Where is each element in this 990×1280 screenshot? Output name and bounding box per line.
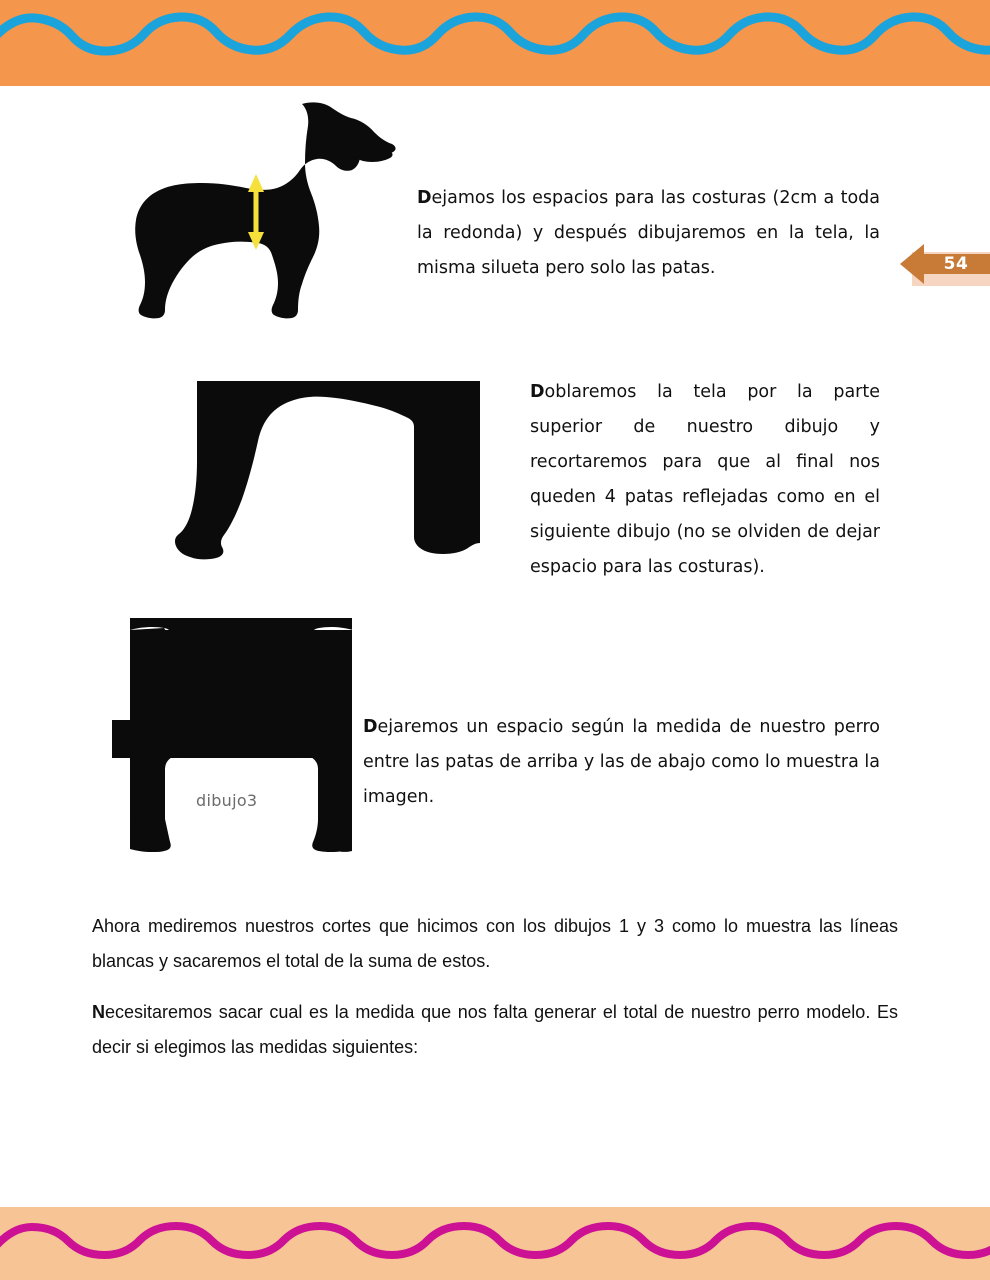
paragraph-3-lead-letter: D	[363, 716, 378, 737]
figure-caption-dibujo3: dibujo3	[196, 791, 258, 810]
paragraph-1-lead-letter: D	[417, 187, 432, 208]
paragraph-2-text: oblaremos la tela por la parte superior de nuestro dibujo y recortaremos para que al final nos queden 4 patas reflejadas como en el siguiente dibujo (no se olviden de dejar espacio para las costuras).	[530, 381, 880, 577]
paragraph-4-text: Ahora mediremos nuestros cortes que hicimos con los dibujos 1 y 3 como lo muestra las líneas blancas y sacaremos el total de la suma de estos.	[92, 916, 898, 971]
paragraph-1-text: ejamos los espacios para las costuras (2cm a toda la redonda) y después dibujaremos en la tela, la misma silueta pero solo las patas.	[417, 187, 880, 278]
paragraph-missing-measure	[92, 995, 898, 1065]
paragraph-5-text: ecesitaremos sacar cual es la medida que nos falta generar el total de nuestro perro modelo. Es decir si elegimos las medidas siguientes:	[92, 1002, 898, 1057]
paragraph-fold-fabric	[530, 375, 880, 585]
header-decorative-band	[0, 0, 990, 86]
paragraph-5-lead-letter: N	[92, 1002, 105, 1022]
paragraph-2-lead-letter: D	[530, 381, 545, 402]
two-legs-silhouette-icon	[150, 367, 488, 573]
paragraph-measure-cuts	[92, 909, 898, 979]
page-number-label: 54	[943, 254, 969, 274]
paragraph-leg-spacing	[363, 710, 880, 815]
mirrored-legs-silhouette-icon	[112, 618, 352, 861]
footer-decorative-band	[0, 1207, 990, 1280]
paragraph-3-text: ejaremos un espacio según la medida de nuestro perro entre las patas de arriba y las de abajo como lo muestra la imagen.	[363, 716, 880, 807]
mirrored-pattern-figure	[112, 618, 352, 861]
paragraph-seam-spaces	[417, 181, 880, 286]
page-number-badge	[900, 242, 990, 286]
footer-wave-icon	[0, 1215, 990, 1275]
legs-cut-figure	[150, 367, 488, 573]
dog-silhouette-figure	[112, 100, 397, 326]
header-wave-icon	[0, 2, 990, 62]
dog-silhouette-icon	[112, 100, 397, 326]
